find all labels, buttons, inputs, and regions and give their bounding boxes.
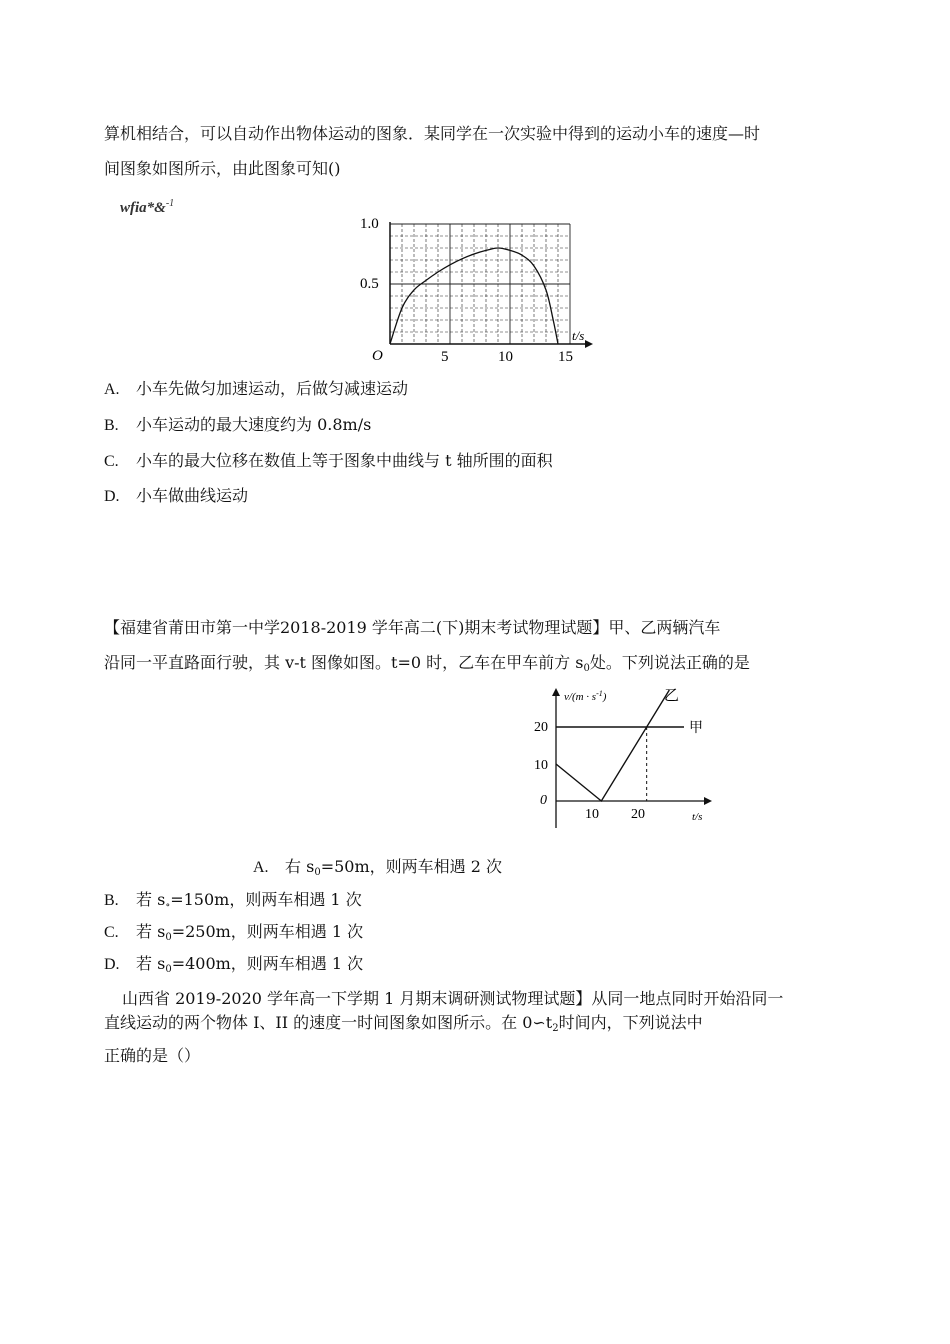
q3-line3: 正确的是（） xyxy=(104,1046,201,1065)
x-tick-label-20: 20 xyxy=(631,807,645,822)
y-axis-label: $v/(m \cdot s^{-1})$ xyxy=(564,689,607,703)
x-tick-label-10: 10 xyxy=(585,807,599,822)
y-axis-arrow xyxy=(552,688,560,696)
q1-option-d[interactable] xyxy=(104,486,248,507)
option-label: A. xyxy=(253,859,269,876)
legend-jia: 甲 xyxy=(689,721,703,736)
q1-option-a[interactable] xyxy=(104,379,408,400)
option-label: D. xyxy=(104,956,120,973)
q2-vt-chart xyxy=(532,686,732,831)
x-axis-label: t/s xyxy=(572,328,585,343)
q3-line1: 山西省 2019-2020 学年高一下学期 1 月期末调研测试物理试题】从同一地点同时开始沿同一 xyxy=(122,989,784,1008)
option-text: 若 $s_0=250m$，则两车相遇 1 次 xyxy=(136,922,364,943)
origin-label: O xyxy=(372,348,383,364)
q1-text-line1: 算机相结合，可以自动作出物体运动的图象．某同学在一次实验中得到的运动小车的速度—时 xyxy=(104,124,761,143)
option-label: A. xyxy=(104,381,120,398)
x-axis-arrow xyxy=(585,340,593,348)
q1-text-line2: 间图象如图所示，由此图象可知() xyxy=(104,159,341,178)
q3-line2: 直线运动的两个物体 I、II 的速度一时间图象如图所示。在 $0∽t_2$时间内，下列说法中 xyxy=(104,1013,703,1034)
option-label: B. xyxy=(104,892,119,909)
option-label: B. xyxy=(104,417,119,434)
y-tick-label-20: 20 xyxy=(534,720,548,735)
x-axis-label: t/s xyxy=(692,811,703,823)
series-line-yi xyxy=(556,690,669,801)
q2-header-line2: 沿同一平直路面行驶，其 v-t 图像如图。t=0 时，乙车在甲车前方 $s_0$处。下列说法正确的是 xyxy=(104,653,750,674)
q2-header-line1: 【福建省莆田市第一中学2018-2019 学年高二(下)期末考试物理试题】甲、乙两辆汽车 xyxy=(104,618,721,637)
option-text: 若 $s_0=400m$，则两车相遇 1 次 xyxy=(136,954,364,975)
x-axis-arrow xyxy=(704,797,712,805)
option-text: 小车运动的最大速度约为 0.8m/s xyxy=(136,415,372,434)
option-text: 小车先做匀加速运动，后做匀减速运动 xyxy=(136,379,409,398)
q2-option-c[interactable] xyxy=(104,922,363,943)
q1-garbled-axis-label: wfia*&$^{-1}$ xyxy=(120,198,175,216)
y-tick-label-1.0: 1.0 xyxy=(360,216,379,232)
q1-velocity-time-chart xyxy=(350,208,610,368)
option-text: 小车做曲线运动 xyxy=(136,486,249,505)
y-tick-label-0.5: 0.5 xyxy=(360,276,379,292)
legend-yi: 乙 xyxy=(664,688,680,704)
q2-option-b[interactable] xyxy=(104,890,362,911)
option-text: 右 $s_0=50m$，则两车相遇 2 次 xyxy=(285,857,502,878)
option-label: C. xyxy=(104,924,119,941)
q1-option-b[interactable] xyxy=(104,415,371,436)
option-text: 若 $s_\circ=150m$，则两车相遇 1 次 xyxy=(136,890,362,911)
option-text: 小车的最大位移在数值上等于图象中曲线与 t 轴所围的面积 xyxy=(136,451,553,470)
x-tick-label-15: 15 xyxy=(558,349,573,365)
q1-option-c[interactable] xyxy=(104,451,553,472)
q2-option-a[interactable] xyxy=(253,857,502,878)
y-tick-label-10: 10 xyxy=(534,758,548,773)
x-tick-label-5: 5 xyxy=(441,349,449,365)
q2-option-d[interactable] xyxy=(104,954,363,975)
origin-label: 0 xyxy=(540,793,547,808)
option-label: C. xyxy=(104,453,119,470)
x-tick-label-10: 10 xyxy=(498,349,513,365)
option-label: D. xyxy=(104,488,120,505)
